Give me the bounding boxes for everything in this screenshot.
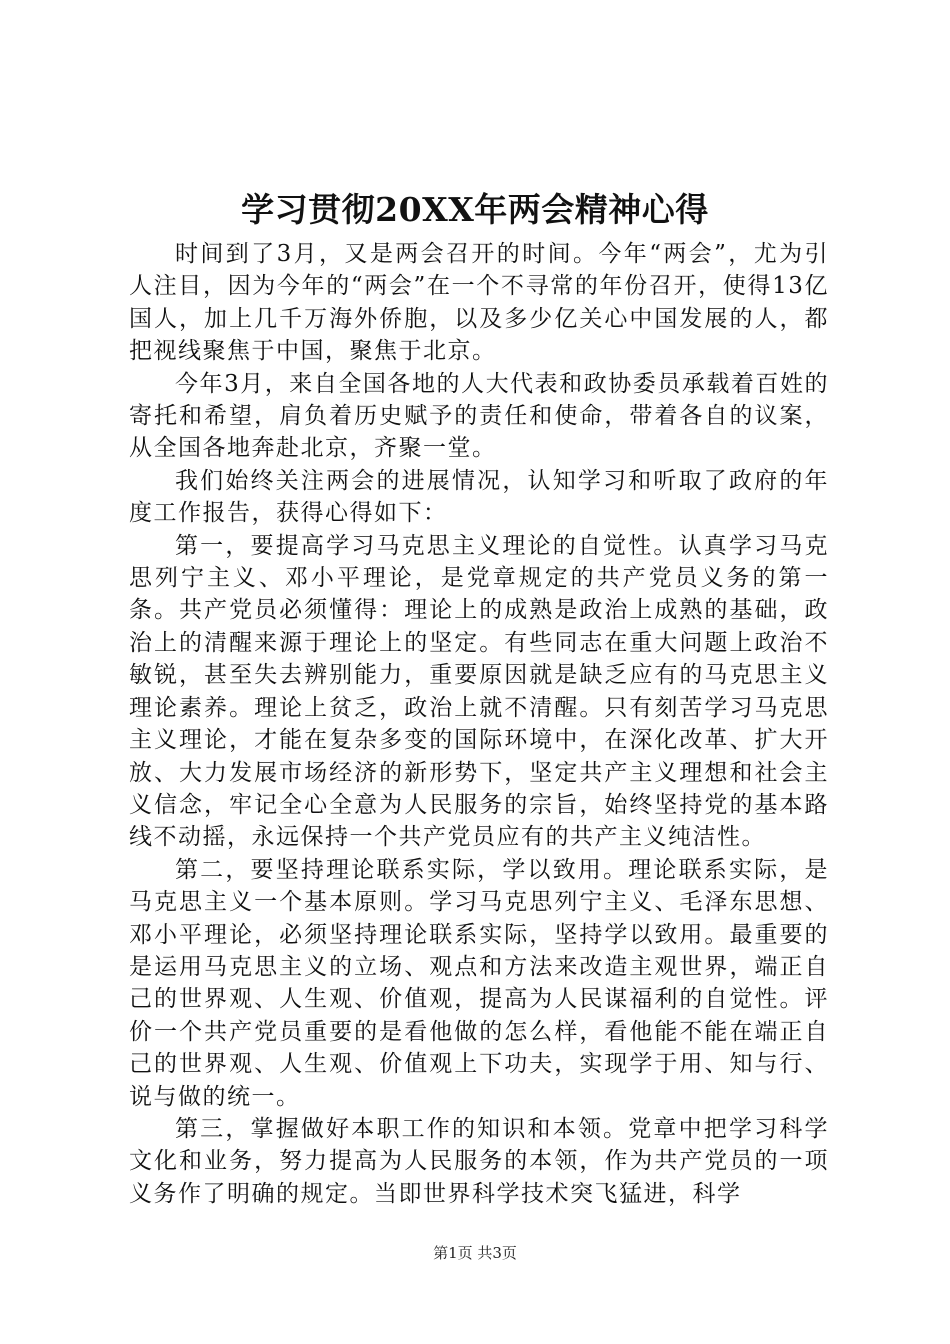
paragraph-intro: 时间到了3月，又是两会召开的时间。今年“两会”，尤为引人注目，因为今年的“两会”在一个不寻常的年份召开，使得13亿国人，加上几千万海外侨胞，以及多少亿关心中国发展的人，都把视线聚焦于中国，聚焦于北京。 bbox=[129, 241, 829, 365]
paragraph-delegates: 今年3月，来自全国各地的人大代表和政协委员承载着百姓的寄托和希望，肩负着历史赋予的责任和使命，带着各自的议案，从全国各地奔赴北京，齐聚一堂。 bbox=[129, 370, 829, 462]
paragraph-point-two: 第二，要坚持理论联系实际，学以致用。理论联系实际，是马克思主义一个基本原则。学习马克思列宁主义、毛泽东思想、邓小平理论，必须坚持理论联系实际，坚持学以致用。最重要的是运用马克思主义的立场、观点和方法来改造主观世界，端正自己的世界观、人生观、价值观，提高为人民谋福利的自觉性。评价一个共产党员重要的是看他做的怎么样，看他能不能在端正自己的世界观、人生观、价值观上下功夫，实现学于用、知与行、说与做的统一。 bbox=[129, 856, 829, 1110]
paragraph-point-one: 第一，要提高学习马克思主义理论的自觉性。认真学习马克思列宁主义、邓小平理论，是党章规定的共产党员义务的第一条。共产党员必须懂得：理论上的成熟是政治上成熟的基础，政治上的清醒来源于理论上的坚定。有些同志在重大问题上政治不敏锐，甚至失去辨别能力，重要原因就是缺乏应有的马克思主义理论素养。理论上贫乏，政治上就不清醒。只有刻苦学习马克思主义理论，才能在复杂多变的国际环境中，在深化改革、扩大开放、大力发展市场经济的新形势下，坚定共产主义理想和社会主义信念，牢记全心全意为人民服务的宗旨，始终坚持党的基本路线不动摇，永远保持一个共产党员应有的共产主义纯洁性。 bbox=[129, 532, 829, 851]
page-footer: 第1页 共3页 bbox=[433, 1244, 517, 1262]
document-body bbox=[129, 238, 829, 1210]
paragraph-summary: 我们始终关注两会的进展情况，认知学习和听取了政府的年度工作报告，获得心得如下： bbox=[129, 467, 829, 527]
document-title: 学习贯彻20XX年两会精神心得 bbox=[241, 190, 709, 229]
paragraph-point-three: 第三，掌握做好本职工作的知识和本领。党章中把学习科学文化和业务，努力提高为人民服务的本领，作为共产党员的一项义务作了明确的规定。当即世界科学技术突飞猛进，科学 bbox=[129, 1115, 829, 1207]
